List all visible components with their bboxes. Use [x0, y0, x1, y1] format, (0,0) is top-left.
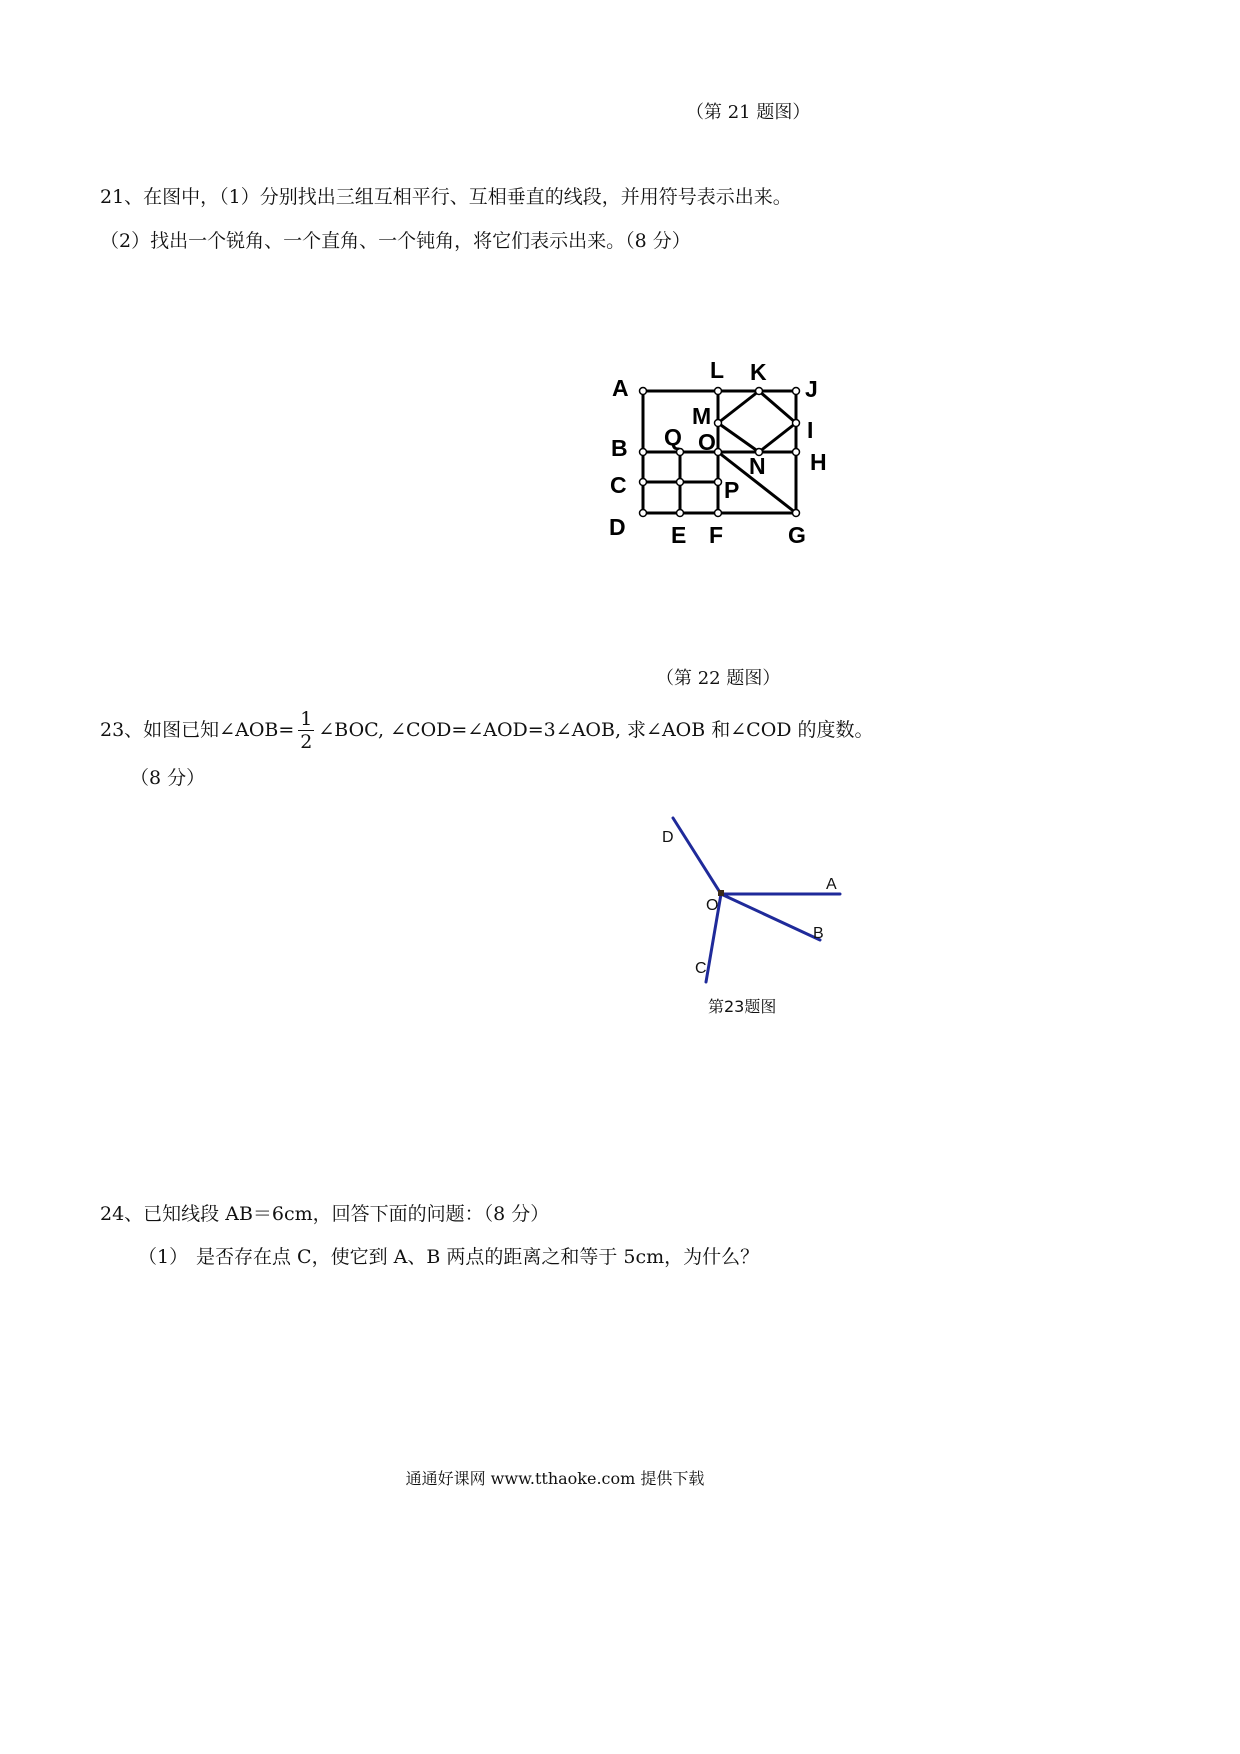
label-D: D [662, 829, 674, 846]
figure-23-caption: 第23题图 [708, 997, 777, 1016]
label-J: J [805, 376, 818, 402]
vertex-O-marker [718, 890, 724, 896]
label-B: B [611, 435, 628, 461]
figure-21-caption: （第 21 题图） [686, 102, 811, 123]
fraction-denominator: 2 [300, 730, 313, 753]
label-C: C [695, 960, 707, 977]
question-21-line1: 21、在图中，（1）分别找出三组互相平行、互相垂直的线段，并用符号表示出来。 [100, 186, 792, 208]
label-F: F [709, 522, 724, 548]
fraction-numerator: 1 [300, 707, 313, 730]
question-21-line2: （2）找出一个锐角、一个直角、一个钝角，将它们表示出来。（8 分） [100, 230, 691, 252]
question-23-line1 [100, 702, 874, 758]
label-D: D [609, 514, 626, 540]
question-24-sub1-text: 是否存在点 C，使它到 A、B 两点的距离之和等于 5cm，为什么？ [196, 1246, 760, 1268]
label-C: C [610, 472, 627, 498]
label-M: M [692, 403, 712, 429]
question-23-points: （8 分） [130, 767, 206, 789]
question-24-sub1-number: （1） [138, 1246, 189, 1268]
rays [673, 818, 840, 982]
label-O: O [706, 897, 719, 914]
label-O: O [698, 429, 716, 455]
label-K: K [750, 359, 767, 385]
label-L: L [710, 357, 725, 383]
label-P: P [724, 477, 740, 503]
question-24-line1: 24、已知线段 AB＝6cm，回答下面的问题：（8 分） [100, 1203, 550, 1225]
grid-figure [600, 350, 840, 555]
label-E: E [671, 522, 687, 548]
ray-OB [721, 894, 820, 940]
label-I: I [807, 417, 814, 443]
label-H: H [810, 449, 827, 475]
question-23-text-post: ∠BOC, ∠COD=∠AOD=3∠AOB, 求∠AOB 和∠COD 的度数。 [318, 719, 874, 741]
label-A: A [826, 876, 837, 893]
fraction-one-half [298, 708, 314, 753]
figure-22-caption: （第 22 题图） [656, 668, 781, 689]
angle-figure [650, 800, 870, 1000]
label-B: B [813, 925, 824, 942]
footer-watermark: 通通好课网 www.tthaoke.com 提供下载 [405, 1469, 705, 1488]
ray-OD [673, 818, 721, 894]
question-23-text-pre: 23、如图已知∠AOB= [100, 719, 295, 741]
label-G: G [788, 522, 806, 548]
label-A: A [612, 375, 629, 401]
label-N: N [749, 453, 766, 479]
label-Q: Q [664, 424, 682, 450]
